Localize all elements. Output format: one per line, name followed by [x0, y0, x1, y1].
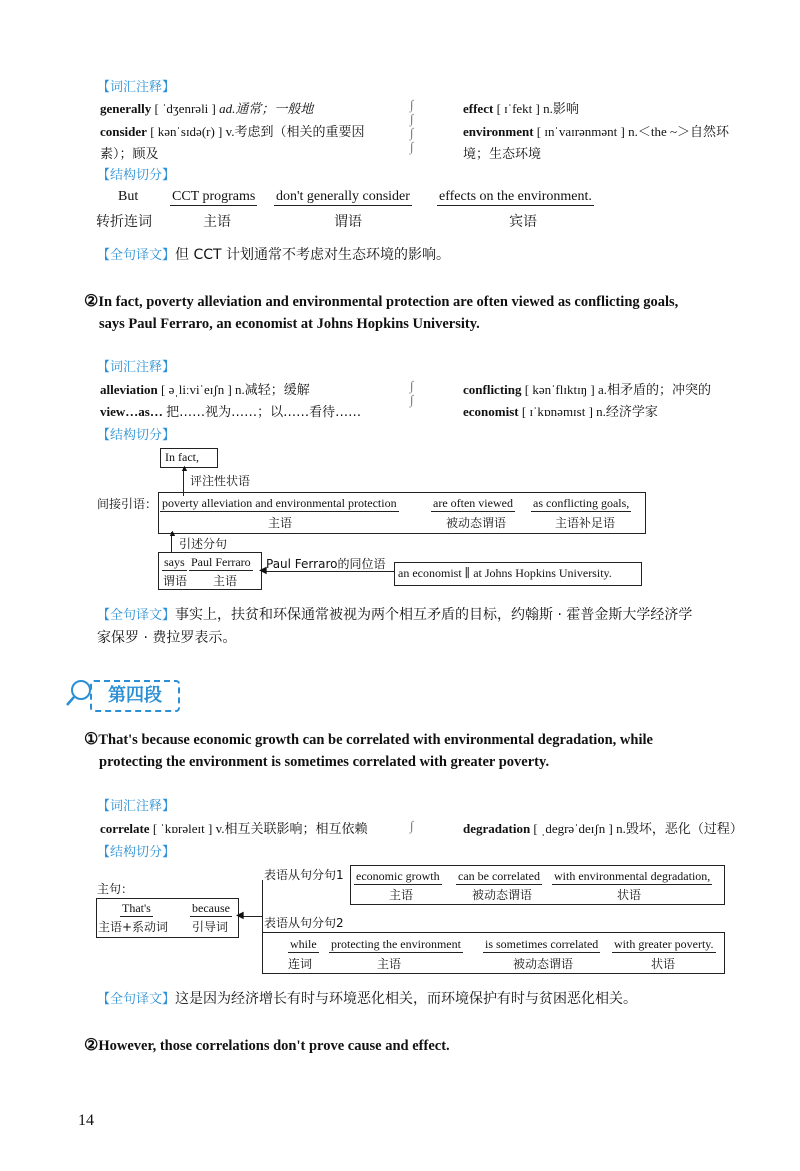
sentence-number: ② [84, 293, 99, 310]
clause2-subject-role: 主语 [377, 957, 402, 971]
clause1-label: 表语从句分句1 [264, 868, 344, 882]
translation-3 [97, 988, 637, 1008]
translation-label: 【全句译文】 [97, 992, 176, 1007]
vocab-definition: n.毁坏，恶化（过程） [616, 821, 743, 836]
translation-2 [97, 604, 692, 624]
struct-object-role: 宾语 [509, 214, 537, 230]
indirect-predicate-role: 被动态谓语 [446, 516, 507, 530]
vocab-definition: v.相互关联影响；相互依赖 [215, 821, 368, 836]
vocab-phonetic: [ ɪˈfekt ] [496, 101, 540, 116]
struct-subject: CCT programs [172, 189, 256, 204]
says-subject-role: 主语 [213, 574, 238, 588]
translation-label: 【全句译文】 [97, 608, 176, 623]
vocab-phonetic: [ ˈkɒrəleɪt ] [152, 821, 213, 836]
arrow-up-icon: ▲ [180, 463, 189, 473]
clause1-subject-role: 主语 [389, 888, 414, 902]
main-thats-role: 主语+系动词 [98, 920, 169, 934]
arrow-left-icon: ◀ [259, 565, 267, 576]
clause2-predicate-role: 被动态谓语 [513, 957, 574, 971]
vocab-definition: 把……视为……；以……看待…… [166, 405, 362, 420]
translation-1 [97, 244, 450, 264]
says-subject: Paul Ferraro [191, 555, 251, 569]
connector [263, 571, 394, 572]
clause1-adverbial: with environmental degradation, [554, 869, 711, 883]
vocab-entry-view-as [100, 401, 361, 420]
clause1-predicate: can be correlated [458, 869, 540, 883]
vocab-word: degradation [463, 821, 531, 836]
sentence-number: ② [84, 1037, 99, 1054]
translation-2-line2: 家保罗 · 费拉罗表示。 [97, 630, 237, 646]
vocab-definition: ad.通常；一般地 [219, 101, 314, 116]
vocab-word: generally [100, 101, 152, 116]
vocab-label-1: 【词汇注释】 [97, 80, 176, 95]
clause1-subject: economic growth [356, 869, 440, 883]
divider-wavy: ∫ ∫ ∫ ∫ [410, 97, 414, 154]
vocab-entry-alleviation [100, 379, 310, 398]
vocab-entry-correlate [100, 818, 367, 837]
infact-role: 评注性状语 [190, 474, 251, 488]
sentence-text: In fact, poverty alleviation and environmental protection are often viewed as conflicting goals, [98, 294, 679, 310]
vocab-entry-effect [463, 98, 579, 117]
vocab-definition: n.＜the ~＞自然环 [628, 124, 730, 139]
section-title: 第四段 [90, 680, 180, 712]
vocab-word: consider [100, 124, 147, 139]
vocab-entry-economist [463, 401, 658, 420]
translation-label: 【全句译文】 [97, 248, 176, 263]
vocab-label-3: 【词汇注释】 [97, 799, 176, 814]
vocab-word: environment [463, 124, 534, 139]
vocab-definition: a.相矛盾的；冲突的 [597, 382, 711, 397]
vocab-entry-generally [100, 98, 313, 117]
indirect-predicate: are often viewed [433, 496, 513, 510]
translation-text: 事实上，扶贫和环保通常被视为两个相互矛盾的目标，约翰斯 · 霍普金斯大学经济学 [175, 607, 693, 623]
main-because-role: 引导词 [192, 920, 229, 934]
struct-predicate-role: 谓语 [334, 214, 362, 230]
struct-subject-role: 主语 [203, 214, 231, 230]
translation-text: 但 CCT 计划通常不考虑对生态环境的影响。 [175, 247, 451, 263]
struct-but: But [118, 189, 139, 204]
sentence-text: However, those correlations don't prove cause and effect. [98, 1038, 450, 1054]
page-number: 14 [78, 1112, 94, 1129]
indirect-subject-role: 主语 [268, 516, 293, 530]
vocab-definition: n.减轻；缓解 [235, 382, 310, 397]
arrow-up-icon: ▲ [168, 528, 177, 538]
vocab-word: economist [463, 404, 519, 419]
sentence-text: That's because economic growth can be correlated with environmental degradation, while [98, 732, 653, 748]
vocab-word: alleviation [100, 382, 158, 397]
divider-wavy: ∫ ∫ [410, 378, 414, 407]
vocab-word: correlate [100, 821, 150, 836]
infact-text: In fact, [165, 450, 199, 464]
says-role: 谓语 [163, 574, 188, 588]
clause1-predicate-role: 被动态谓语 [472, 888, 533, 902]
vocab-entry-degradation [463, 818, 743, 837]
struct-object: effects on the environment. [439, 189, 592, 204]
vocab-word: conflicting [463, 382, 522, 397]
vocab-continuation: 境；生态环境 [463, 147, 542, 162]
vocab-definition: n.经济学家 [596, 404, 658, 419]
sentence-number: ① [84, 731, 99, 748]
struct-predicate: don't generally consider [276, 189, 410, 204]
vocab-phonetic: [ ɪnˈvaɪrənmənt ] [536, 124, 625, 139]
main-thats: That's [122, 901, 151, 915]
indirect-complement: as conflicting goals, [533, 496, 630, 510]
vocab-phonetic: [ ɪˈkɒnəmɪst ] [521, 404, 593, 419]
main-clause-label: 主句： [97, 882, 134, 896]
sentence-3-line1 [84, 728, 653, 752]
vocab-continuation: 素）；顾及 [100, 147, 159, 162]
sentence-3-line2: protecting the environment is sometimes correlated with greater poverty. [99, 754, 550, 770]
quote-clause-label: 引述分句 [179, 537, 228, 551]
vocab-entry-consider [100, 121, 365, 140]
structure-label-1: 【结构切分】 [97, 168, 176, 183]
vocab-word: view…as… [100, 404, 163, 419]
sentence-2-line2: says Paul Ferraro, an economist at Johns Hopkins University. [99, 316, 480, 332]
vocab-label-2: 【词汇注释】 [97, 360, 176, 375]
vocab-phonetic: [ kənˈsɪdə(r) ] [150, 124, 223, 139]
sentence-4-line1 [84, 1034, 450, 1058]
clause2-subject: protecting the environment [331, 937, 461, 951]
clause2-predicate: is sometimes correlated [485, 937, 599, 951]
vocab-entry-conflicting [463, 379, 711, 398]
connector [262, 880, 263, 940]
translation-text: 这是因为经济增长有时与环境恶化相关，而环境保护有时与贫困恶化相关。 [175, 991, 638, 1007]
clause2-adverbial-role: 状语 [651, 957, 676, 971]
sentence-2-line1 [84, 290, 678, 314]
says-verb: says [164, 555, 185, 569]
arrow-left-icon: ◀ [236, 910, 244, 921]
vocab-definition: v.考虑到（相关的重要因 [225, 124, 365, 139]
vocab-phonetic: [ əˌliːviˈeɪʃn ] [161, 382, 232, 397]
struct-but-role: 转折连词 [96, 214, 152, 230]
appositive-text: an economist ∥ at Johns Hopkins University. [398, 566, 612, 580]
clause2-adverbial: with greater poverty. [614, 937, 714, 951]
clause2-label: 表语从句分句2 [264, 916, 344, 930]
vocab-word: effect [463, 101, 494, 116]
vocab-phonetic: [ kənˈflɪktɪŋ ] [524, 382, 595, 397]
main-because: because [192, 901, 230, 915]
indirect-complement-role: 主语补足语 [555, 516, 616, 530]
divider-wavy: ∫ [410, 818, 414, 833]
structure-label-2: 【结构切分】 [97, 428, 176, 443]
structure-label-3: 【结构切分】 [97, 845, 176, 860]
clause1-adverbial-role: 状语 [617, 888, 642, 902]
vocab-entry-environment [463, 121, 729, 140]
vocab-definition: n.影响 [543, 101, 579, 116]
indirect-subject: poverty alleviation and environmental protection [162, 496, 397, 510]
clause2-conjunction: while [290, 937, 317, 951]
vocab-phonetic: [ ˈdʒenrəli ] [154, 101, 216, 116]
indirect-label: 间接引语： [97, 497, 158, 511]
appositive-label: Paul Ferraro的同位语 [266, 557, 386, 571]
vocab-phonetic: [ ˌdegrəˈdeɪʃn ] [533, 821, 613, 836]
clause2-conjunction-role: 连词 [288, 957, 313, 971]
